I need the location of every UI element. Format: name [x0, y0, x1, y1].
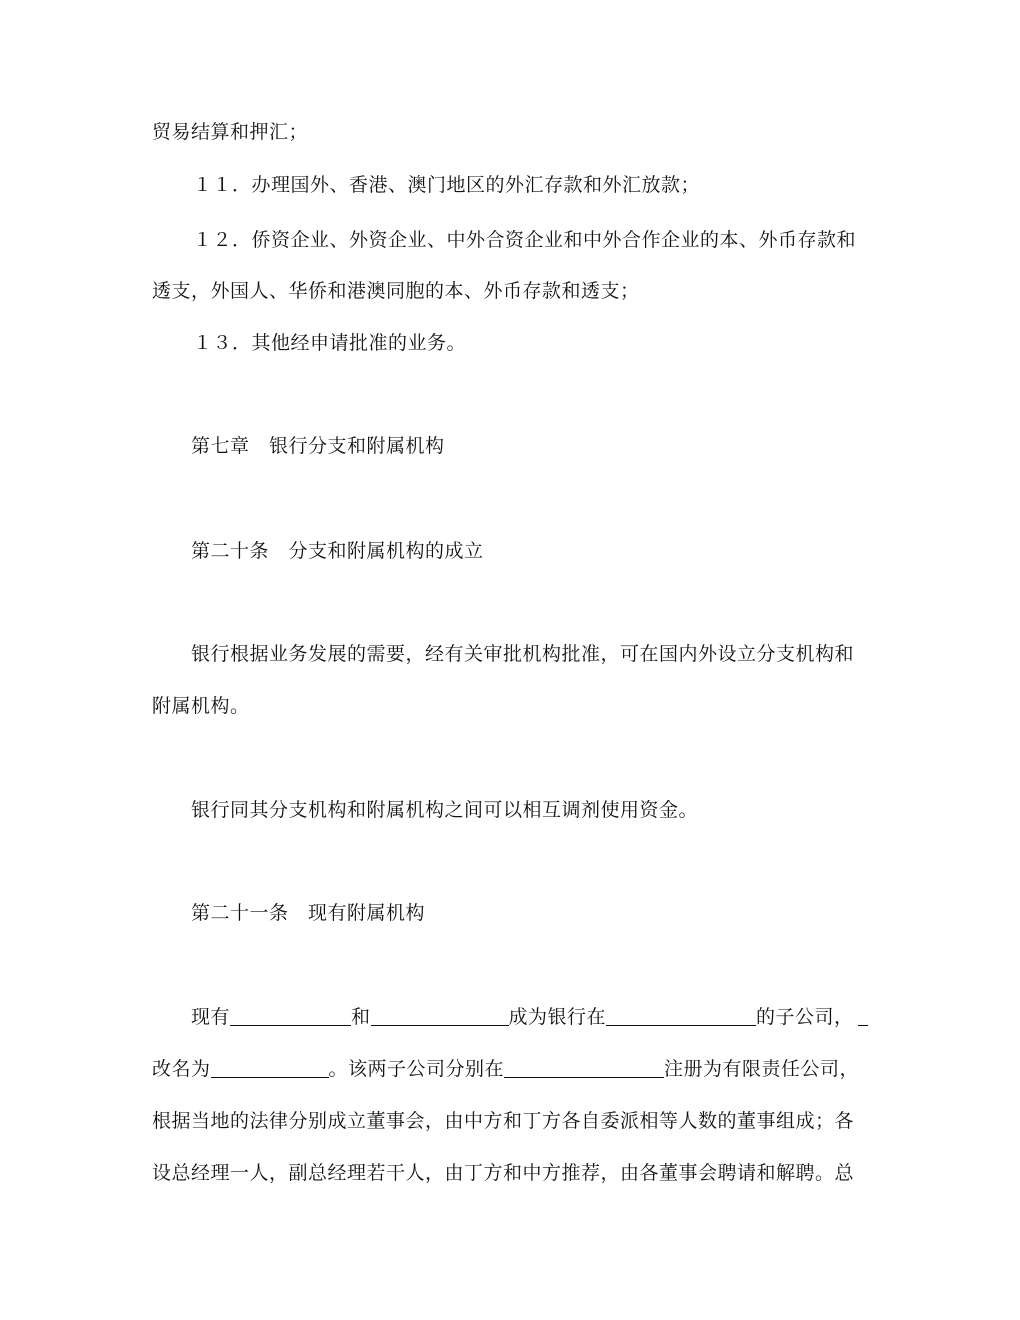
paragraph-line: 根据当地的法律分别成立董事会，由中方和丁方各自委派相等人数的董事组成；各 [152, 1110, 855, 1132]
fill-in-line [191, 1005, 868, 1029]
text-segment: 现有 [191, 1006, 231, 1028]
article-heading: 第二十一条 现有附属机构 [191, 902, 426, 924]
blank-field[interactable] [371, 1007, 509, 1026]
list-item-12: １２．侨资企业、外资企业、中外合资企业和中外合作企业的本、外币存款和 [193, 229, 857, 251]
text-segment: 成为银行在 [508, 1006, 607, 1028]
text-segment: 和 [351, 1006, 371, 1028]
chapter-heading: 第七章 银行分支和附属机构 [191, 435, 445, 457]
paragraph-line: 附属机构。 [152, 695, 250, 717]
fill-in-line [152, 1057, 859, 1081]
paragraph-line: 透支，外国人、华侨和港澳同胞的本、外币存款和透支； [152, 280, 640, 302]
blank-field[interactable] [230, 1007, 351, 1026]
list-item-11: １１．办理国外、香港、澳门地区的外汇存款和外汇放款； [193, 174, 701, 196]
text-segment: 的子公司， [756, 1006, 854, 1028]
article-heading: 第二十条 分支和附属机构的成立 [191, 540, 484, 562]
list-item-13: １３．其他经申请批准的业务。 [193, 332, 467, 354]
blank-field[interactable] [858, 1007, 868, 1026]
text-segment: 注册为有限责任公司， [664, 1058, 860, 1080]
text-segment: 。该两子公司分别在 [328, 1058, 505, 1080]
blank-field[interactable] [504, 1059, 664, 1078]
paragraph-line: 银行同其分支机构和附属机构之间可以相互调剂使用资金。 [191, 799, 699, 821]
text-segment: 改名为 [152, 1058, 211, 1080]
paragraph-line: 银行根据业务发展的需要，经有关审批机构批准，可在国内外设立分支机构和 [191, 643, 855, 665]
paragraph-line: 设总经理一人，副总经理若干人，由丁方和中方推荐，由各董事会聘请和解聘。总 [152, 1162, 855, 1184]
paragraph-line: 贸易结算和押汇； [152, 121, 309, 143]
blank-field[interactable] [211, 1059, 329, 1078]
blank-field[interactable] [606, 1007, 756, 1026]
